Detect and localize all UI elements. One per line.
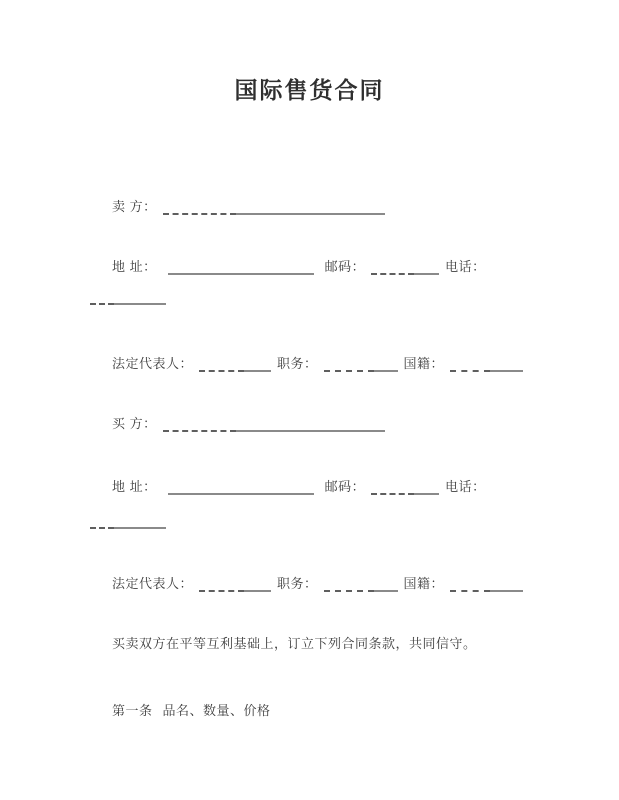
preamble-text: 买卖双方在平等互利基础上，订立下列合同条款，共同信守。 — [112, 636, 477, 651]
duty-blank-field — [324, 355, 398, 372]
seller-address-row — [112, 258, 486, 275]
blank-solid-underline — [168, 261, 314, 275]
blank-solid-underline — [414, 261, 439, 275]
blank-dashed-underline — [199, 358, 244, 372]
blank-dashed-underline — [371, 261, 414, 275]
legal-rep-blank-field — [199, 355, 271, 372]
blank-solid-underline — [414, 481, 439, 495]
nationality-label: 国籍： — [403, 576, 445, 591]
seller-blank-field — [163, 198, 385, 215]
nationality-blank-field — [450, 575, 523, 592]
address-blank-field — [168, 478, 314, 495]
address-blank-field — [168, 258, 314, 275]
blank-dashed-underline — [450, 358, 490, 372]
blank-solid-underline — [236, 201, 385, 215]
legal-rep-label: 法定代表人： — [112, 356, 194, 371]
legal-rep-label: 法定代表人： — [112, 576, 194, 591]
blank-dashed-underline — [90, 515, 114, 529]
blank-solid-underline — [114, 291, 166, 305]
duty-blank-field — [324, 575, 398, 592]
blank-solid-underline — [490, 578, 523, 592]
nationality-blank-field — [450, 355, 523, 372]
seller-phone-continuation-row — [90, 288, 166, 305]
document-title: 国际售货合同 — [234, 78, 385, 103]
zip-label: 邮码： — [324, 479, 366, 494]
blank-solid-underline — [244, 578, 271, 592]
blank-dashed-underline — [450, 578, 490, 592]
article-1-heading — [112, 702, 271, 719]
blank-dashed-underline — [199, 578, 244, 592]
zip-label: 邮码： — [324, 259, 366, 274]
buyer-legal-rep-row — [112, 575, 523, 592]
seller-row — [112, 198, 385, 215]
legal-rep-blank-field — [199, 575, 271, 592]
zip-blank-field — [371, 258, 439, 275]
blank-dashed-underline — [163, 418, 236, 432]
buyer-blank-field — [163, 415, 385, 432]
address-label: 地 址： — [112, 479, 157, 494]
phone-label: 电话： — [445, 259, 486, 274]
phone-blank-field — [90, 288, 166, 305]
blank-solid-underline — [244, 358, 271, 372]
blank-solid-underline — [374, 578, 398, 592]
blank-solid-underline — [374, 358, 398, 372]
phone-label: 电话： — [445, 479, 486, 494]
phone-blank-field — [90, 512, 166, 529]
blank-solid-underline — [168, 481, 314, 495]
blank-dashed-underline — [324, 358, 374, 372]
buyer-phone-continuation-row — [90, 512, 166, 529]
seller-label: 卖 方： — [112, 199, 157, 214]
article-1-title: 品名、数量、价格 — [162, 703, 271, 718]
buyer-label: 买 方： — [112, 416, 157, 431]
address-label: 地 址： — [112, 259, 157, 274]
zip-blank-field — [371, 478, 439, 495]
duty-label: 职务： — [277, 356, 318, 371]
blank-solid-underline — [490, 358, 523, 372]
duty-label: 职务： — [277, 576, 318, 591]
blank-dashed-underline — [163, 201, 236, 215]
article-1-number: 第一条 — [112, 703, 153, 718]
nationality-label: 国籍： — [403, 356, 445, 371]
blank-dashed-underline — [324, 578, 374, 592]
seller-legal-rep-row — [112, 355, 523, 372]
blank-solid-underline — [114, 515, 166, 529]
blank-dashed-underline — [371, 481, 414, 495]
blank-dashed-underline — [90, 291, 114, 305]
buyer-address-row — [112, 478, 486, 495]
buyer-row — [112, 415, 385, 432]
blank-solid-underline — [236, 418, 385, 432]
